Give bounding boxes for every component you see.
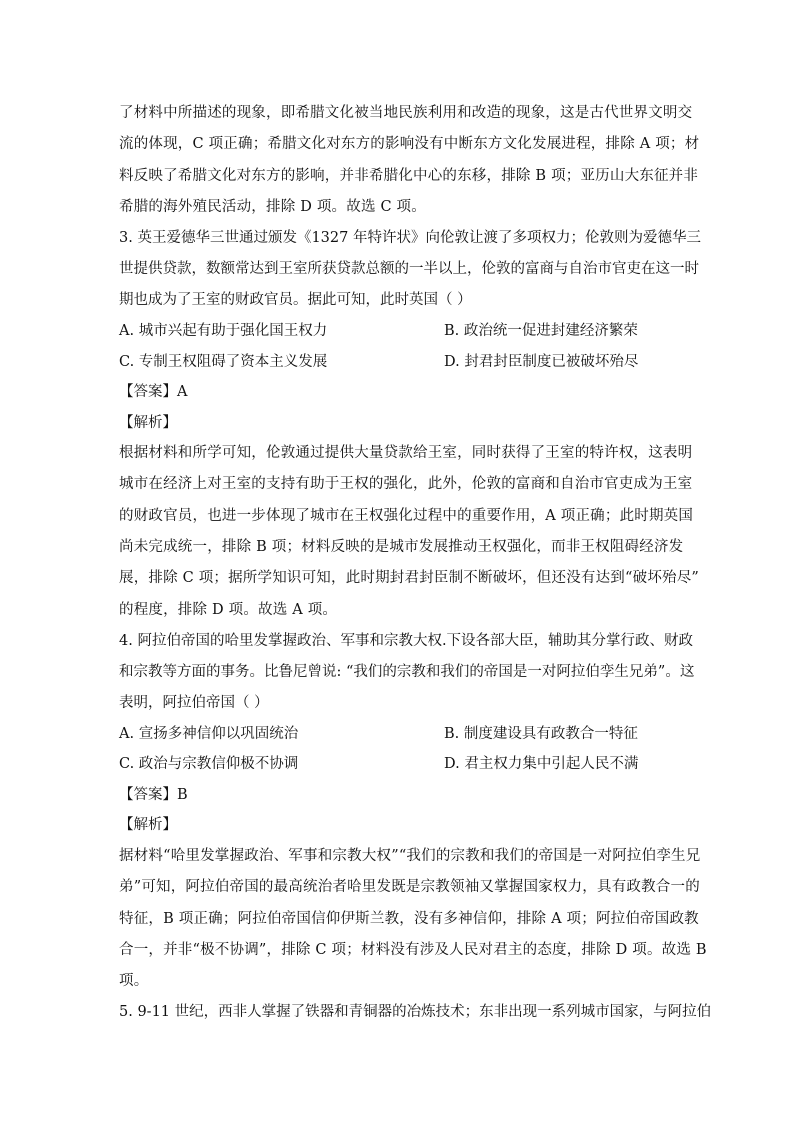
question-4 — [119, 626, 707, 997]
question-5 — [119, 997, 712, 1028]
text-line: 尚未完成统一，排除 B 项；材料反映的是城市发展推动王权强化，而非王权阻碍经济发 — [119, 539, 684, 556]
question-stem — [119, 997, 712, 1028]
option-a: A. 城市兴起有助于强化国王权力 — [119, 323, 328, 340]
text-line: 4. 阿拉伯帝国的哈里发掌握政治、军事和宗教大权.下设各部大臣，辅助其分掌行政、财政 — [119, 632, 694, 649]
text-line: 料反映了希腊文化对东方的影响，并非希腊化中心的东移，排除 B 项；亚历山大东征并非 — [119, 167, 699, 184]
text-line: 表明，阿拉伯帝国（ ） — [119, 694, 269, 711]
text-line: 流的体现，C 项正确；希腊文化对东方的影响没有中断东方文化发展进程，排除 A 项；材 — [119, 136, 700, 153]
text-line: 据材料“哈里发掌握政治、军事和宗教大权”“我们的宗教和我们的帝国是一对阿拉伯孪生兄 — [119, 847, 701, 864]
option-list — [119, 719, 679, 780]
answer-label: 【答案】A — [119, 384, 188, 401]
analysis-label: 【解析】 — [119, 414, 177, 431]
text-line: 的财政官员，也进一步体现了城市在王权强化过程中的重要作用，A 项正确；此时期英国 — [119, 507, 694, 524]
question-3 — [119, 223, 701, 626]
text-line: 项。 — [119, 973, 149, 990]
text-line: 展，排除 C 项；据所学知识可知，此时期封君封臣制不断破坏，但还没有达到“破坏殆尽” — [119, 570, 700, 587]
text-line: 和宗教等方面的事务。比鲁尼曾说: “我们的宗教和我们的帝国是一对阿拉伯孪生兄弟”。这 — [119, 663, 695, 680]
question-stem — [119, 626, 695, 719]
option-b: B. 政治统一促进封建经济繁荣 — [444, 323, 638, 340]
analysis-paragraph — [119, 841, 707, 997]
analysis-paragraph — [119, 438, 700, 626]
question-stem — [119, 223, 701, 316]
text-line: 了材料中所描述的现象，即希腊文化被当地民族利用和改造的现象，这是古代世界文明交 — [119, 105, 693, 121]
analysis-label: 【解析】 — [119, 817, 177, 834]
text-line: 3. 英王爱德华三世通过颁发《1327 年特许状》向伦敦让渡了多项权力；伦敦则为爱德华三 — [119, 230, 701, 247]
text-line: 城市在经济上对王室的支持有助于王权的强化，此外，伦敦的富商和自治市官吏成为王室 — [119, 476, 693, 493]
option-c: C. 政治与宗教信仰极不协调 — [119, 756, 299, 773]
text-line: 弟”可知，阿拉伯帝国的最高统治者哈里发既是宗教领袖又掌握国家权力，具有政教合一的 — [119, 879, 700, 896]
option-c: C. 专制王权阻碍了资本主义发展 — [119, 353, 328, 370]
text-line: 合一，并非“极不协调”，排除 C 项；材料没有涉及人民对君主的态度，排除 D 项。故选 B — [119, 941, 707, 958]
option-d: D. 封君封臣制度已被破坏殆尽 — [444, 353, 639, 370]
text-line: 的程度，排除 D 项。故选 A 项。 — [119, 601, 338, 618]
text-line: 希腊的海外殖民活动，排除 D 项。故选 C 项。 — [119, 198, 426, 215]
text-line: 根据材料和所学可知，伦敦通过提供大量贷款给王室，同时获得了王室的特许权，这表明 — [119, 445, 693, 462]
option-list — [119, 316, 679, 377]
page-content — [119, 98, 712, 1028]
continuation-paragraph — [119, 98, 700, 223]
text-line: 期也成为了王室的财政官员。据此可知，此时英国（ ） — [119, 292, 472, 309]
text-line: 特征，B 项正确；阿拉伯帝国信仰伊斯兰教，没有多神信仰，排除 A 项；阿拉伯帝国政教 — [119, 910, 699, 927]
option-d: D. 君主权力集中引起人民不满 — [444, 756, 639, 773]
text-line: 5. 9-11 世纪，西非人掌握了铁器和青铜器的冶炼技术；东非出现一系列城市国家，与阿拉伯 — [119, 1004, 712, 1021]
option-b: B. 制度建设具有政教合一特征 — [444, 725, 638, 742]
answer-label: 【答案】B — [119, 786, 188, 803]
text-line: 世提供贷款，数额常达到王室所获贷款总额的一半以上，伦敦的富商与自治市官吏在这一时 — [119, 261, 699, 278]
option-a: A. 宣扬多神信仰以巩固统治 — [119, 725, 299, 742]
